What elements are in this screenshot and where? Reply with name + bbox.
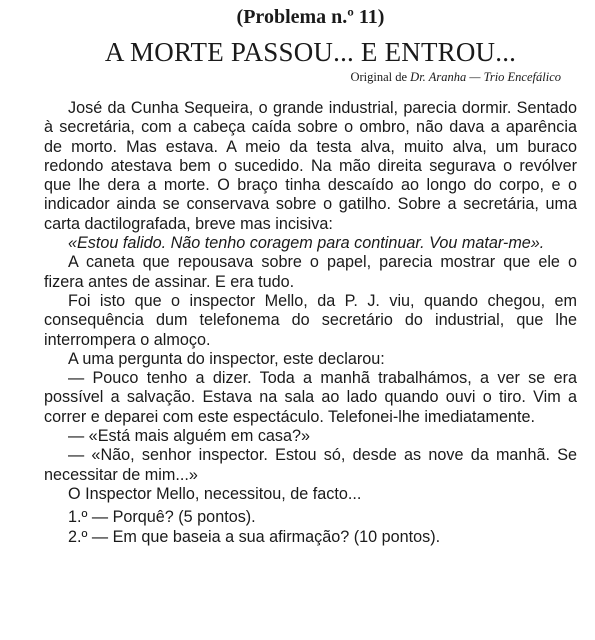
question-item: 1.º — Porquê? (5 pontos). xyxy=(68,508,256,527)
paragraph-dialogue-question: — «Está mais alguém em casa?» xyxy=(68,427,311,446)
paragraph-conclusion: O Inspector Mello, necessitou, de facto... xyxy=(68,484,362,503)
paragraph-dialogue-answer: — «Não, senhor inspector. Estou só, desde as nove da manhã. Se necessitar de mim...» xyxy=(44,446,577,484)
story-body xyxy=(44,99,577,547)
question-item: 2.º — Em que baseia a sua afirmação? (10 pontos). xyxy=(68,527,441,546)
paragraph-pen: A caneta que repousava sobre o papel, parecia mostrar que ele o fizera antes de assinar. E era tudo. xyxy=(44,253,577,291)
paragraph-letter-quote: «Estou falido. Não tenho coragem para continuar. Vou matar-me». xyxy=(68,234,545,253)
credit-prefix: Original de xyxy=(350,70,411,84)
questions-list xyxy=(44,508,577,547)
story-title: A MORTE PASSOU... E ENTROU... xyxy=(104,37,517,67)
paragraph-inspector-arrival: Foi isto que o inspector Mello, da P. J. viu, quando chegou, em consequência dum telefonema do secretário do industrial, que lhe interrompera o almoço. xyxy=(44,291,577,349)
paragraph-scene: José da Cunha Sequeira, o grande industrial, parecia dormir. Sentado à secretária, com a cabeça caída sobre o ombro, não dava a aparência de morto. Mas estava. A meio da testa alva, muito alva, um buraco redondo atestava bem o sucedido. Na mão direita segurava o revólver que lhe dera a morte. O braço tinha descaído ao longo do corpo, e o indicador ainda se conservava sobre o gatilho. Sobre a secretária, uma carta dactilografada, breve mas incisiva: xyxy=(44,99,577,233)
paragraph-question-intro: A uma pergunta do inspector, este declarou: xyxy=(68,349,385,368)
credit-author: Dr. Aranha — Trio Encefálico xyxy=(410,70,561,84)
paragraph-secretary-statement: — Pouco tenho a dizer. Toda a manhã trabalhámos, a ver se era possível a salvação. Estava na sala ao lado quando ouvi o tiro. Vim a correr e deparei com este espectáculo. Telefonei-lhe imediatamente. xyxy=(44,369,577,426)
problem-number-header: (Problema n.º 11) xyxy=(236,6,385,28)
story-credit xyxy=(44,69,577,85)
